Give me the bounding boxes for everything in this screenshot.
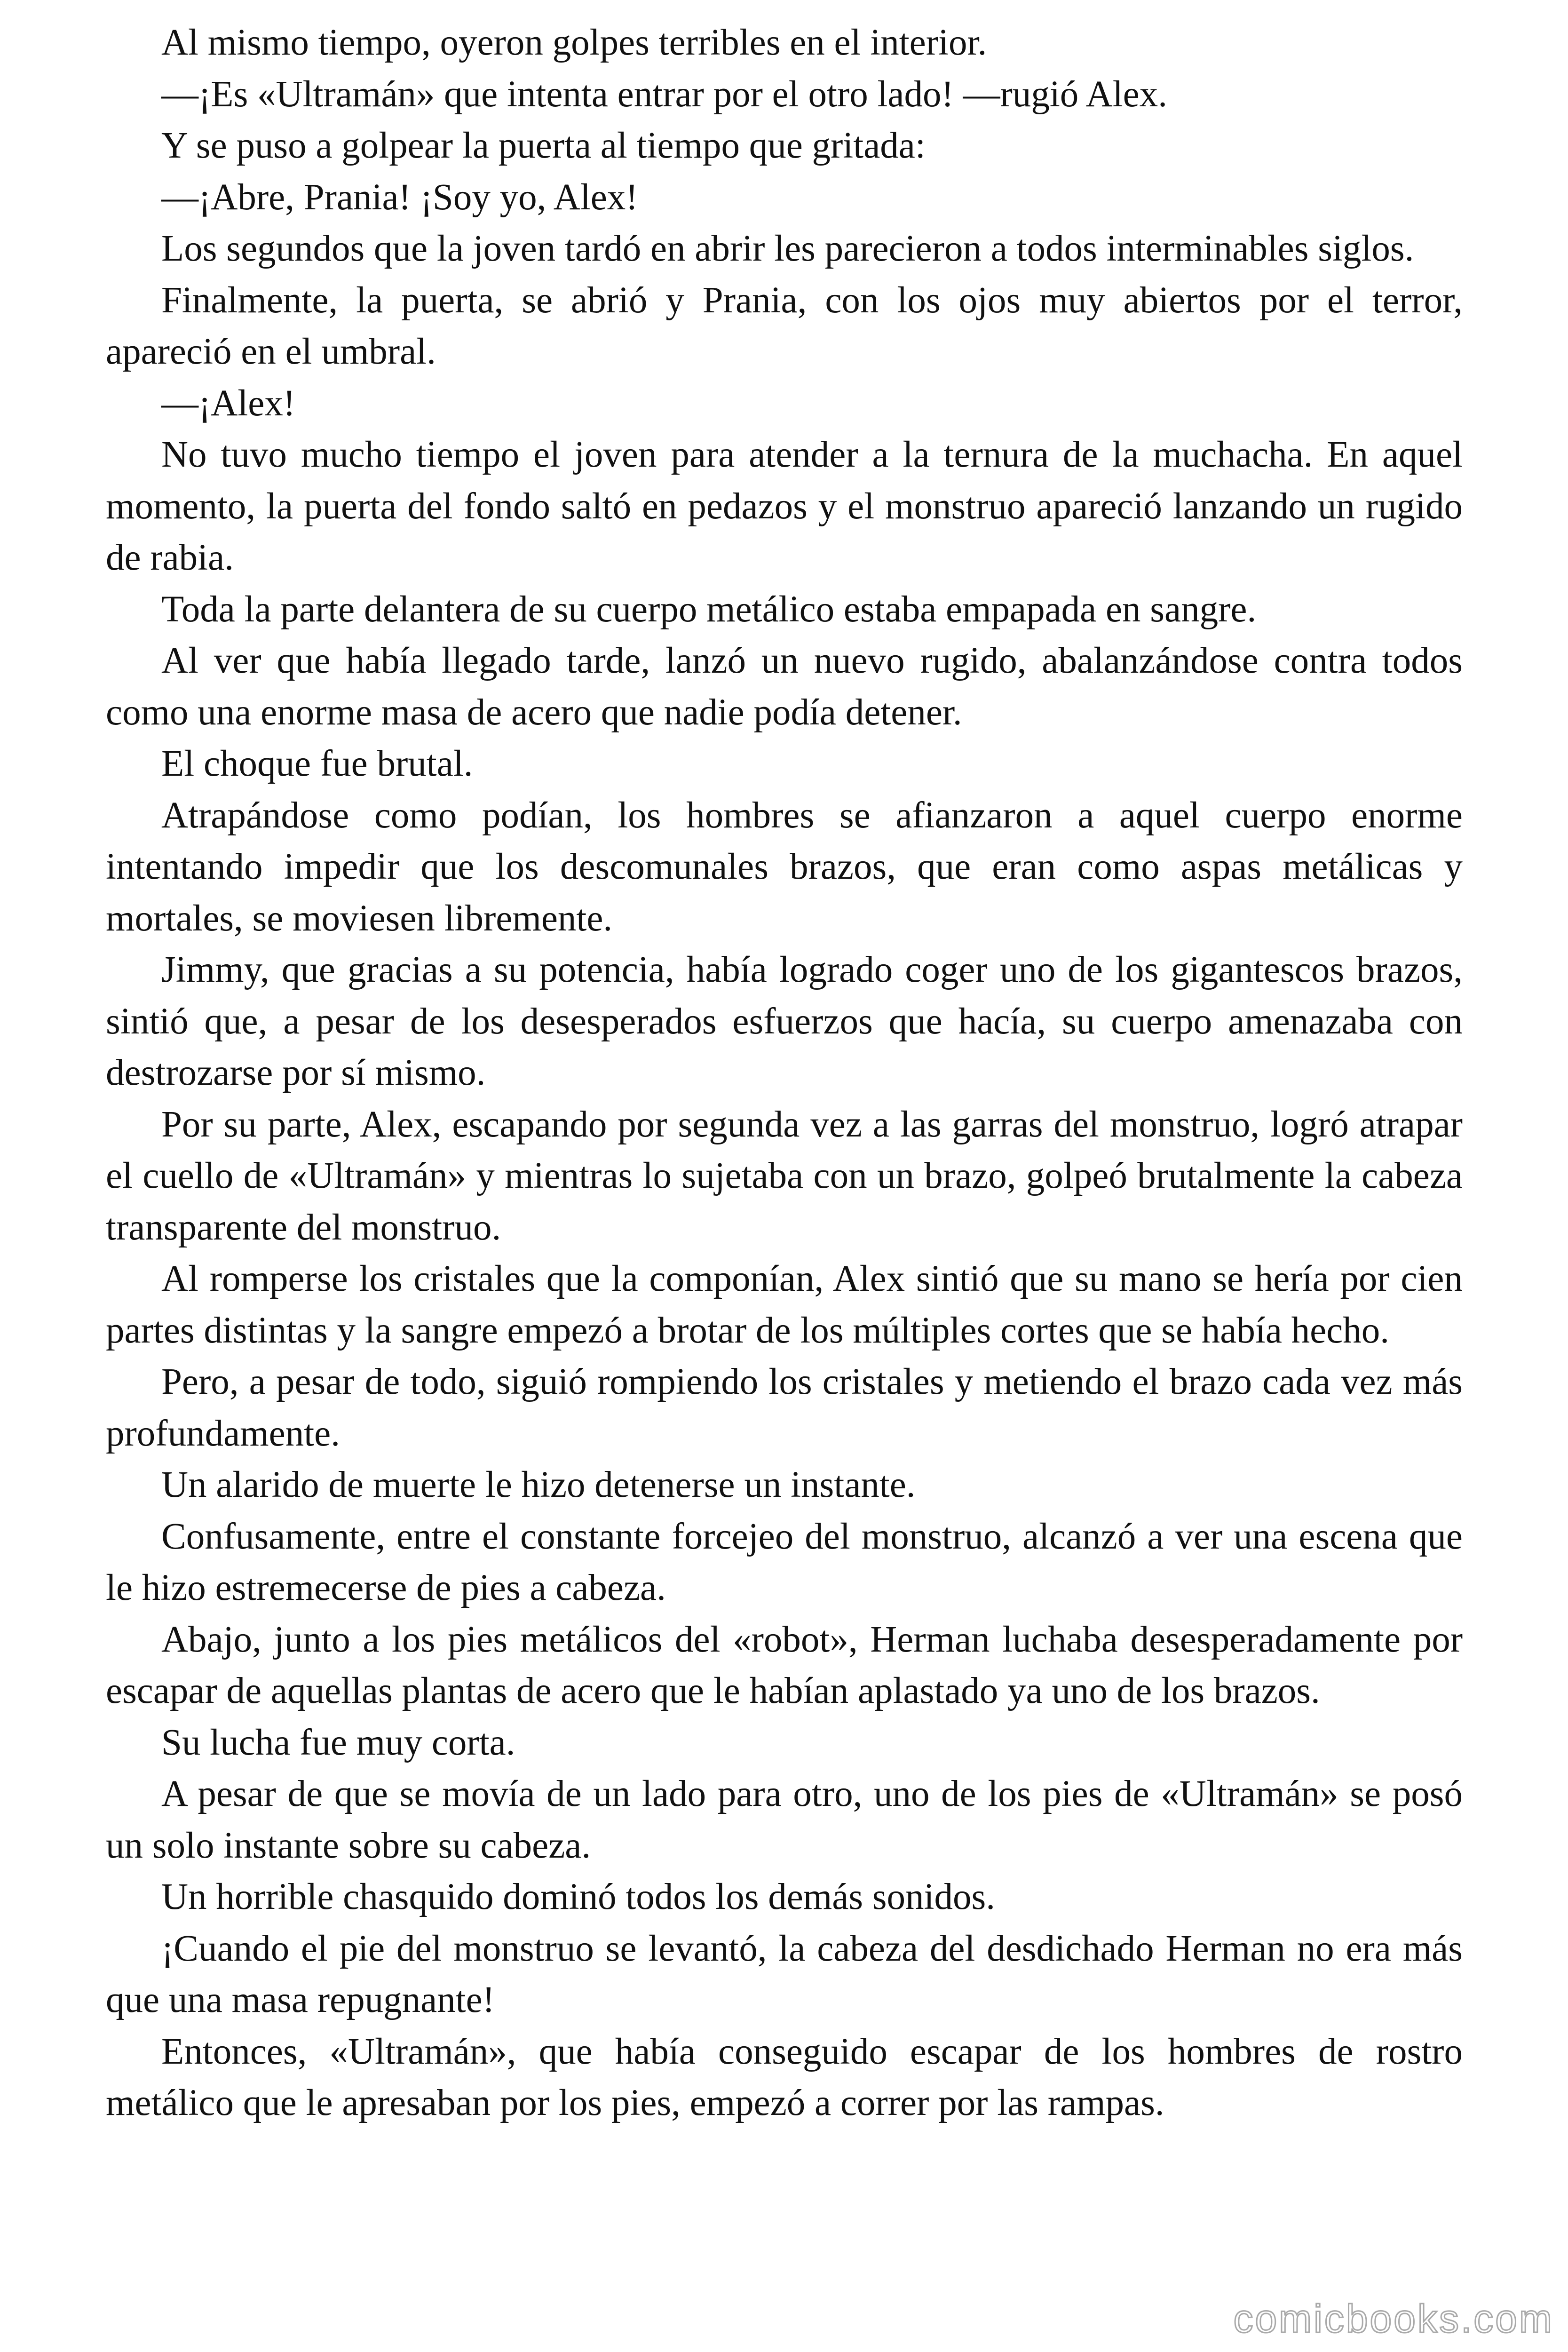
paragraph: —¡Es «Ultramán» que intenta entrar por el otro lado! —rugió Alex. <box>161 73 1167 115</box>
paragraph: Su lucha fue muy corta. <box>161 1722 515 1763</box>
paragraph: Un horrible chasquido dominó todos los demás sonidos. <box>161 1876 995 1917</box>
paragraph: Jimmy, que gracias a su potencia, había logrado coger uno de los gigantescos brazos, sintió que, a pesar de los desesperados esfuerzos que hacía, su cuerpo amenazaba con destrozarse por sí mismo. <box>106 949 1463 1093</box>
paragraph: Abajo, junto a los pies metálicos del «robot», Herman luchaba desesperadamente por escapar de aquellas plantas de acero que le habían aplastado ya uno de los brazos. <box>106 1619 1463 1711</box>
paragraph: Confusamente, entre el constante forcejeo del monstruo, alcanzó a ver una escena que le hizo estremecerse de pies a cabeza. <box>106 1516 1463 1608</box>
paragraph: A pesar de que se movía de un lado para otro, uno de los pies de «Ultramán» se posó un solo instante sobre su cabeza. <box>106 1773 1463 1866</box>
paragraph: Finalmente, la puerta, se abrió y Prania, con los ojos muy abiertos por el terror, apareció en el umbral. <box>106 279 1463 372</box>
paragraph: —¡Abre, Prania! ¡Soy yo, Alex! <box>161 176 638 218</box>
paragraph: —¡Alex! <box>161 382 296 424</box>
paragraph: Los segundos que la joven tardó en abrir les parecieron a todos interminables siglos. <box>161 228 1414 269</box>
paragraph: No tuvo mucho tiempo el joven para atender a la ternura de la muchacha. En aquel momento, la puerta del fondo saltó en pedazos y el monstruo apareció lanzando un rugido de rabia. <box>106 434 1463 578</box>
paragraph: Al mismo tiempo, oyeron golpes terribles en el interior. <box>161 22 987 63</box>
paragraph: Al ver que había llegado tarde, lanzó un nuevo rugido, abalanzándose contra todos como una enorme masa de acero que nadie podía detener. <box>106 640 1463 733</box>
watermark: comicbooks.com <box>1233 2296 1554 2341</box>
paragraph: Por su parte, Alex, escapando por segunda vez a las garras del monstruo, logró atrapar el cuello de «Ultramán» y mientras lo sujetaba con un brazo, golpeó brutalmente la cabeza transparente del monstruo. <box>106 1104 1463 1248</box>
paragraph: Pero, a pesar de todo, siguió rompiendo los cristales y metiendo el brazo cada vez más profundamente. <box>106 1361 1463 1454</box>
paragraph: Al romperse los cristales que la componían, Alex sintió que su mano se hería por cien partes distintas y la sangre empezó a brotar de los múltiples cortes que se había hecho. <box>106 1258 1463 1351</box>
paragraph: Y se puso a golpear la puerta al tiempo que gritada: <box>161 125 926 166</box>
paragraph: El choque fue brutal. <box>161 743 473 784</box>
paragraph: Entonces, «Ultramán», que había conseguido escapar de los hombres de rostro metálico que le apresaban por los pies, empezó a correr por las rampas. <box>106 2031 1463 2123</box>
paragraph: Toda la parte delantera de su cuerpo metálico estaba empapada en sangre. <box>161 588 1257 630</box>
paragraph: Un alarido de muerte le hizo detenerse un instante. <box>161 1464 916 1505</box>
body-text <box>106 17 1463 2129</box>
paragraph: ¡Cuando el pie del monstruo se levantó, la cabeza del desdichado Herman no era más que una masa repugnante! <box>106 1928 1463 2020</box>
paragraph: Atrapándose como podían, los hombres se afianzaron a aquel cuerpo enorme intentando impedir que los descomunales brazos, que eran como aspas metálicas y mortales, se moviesen libremente. <box>106 795 1463 939</box>
